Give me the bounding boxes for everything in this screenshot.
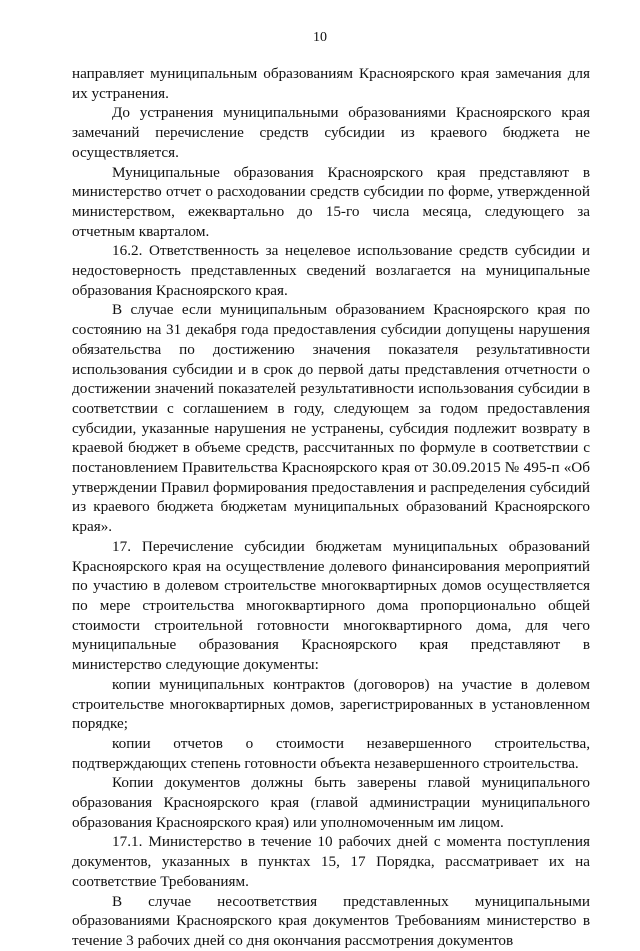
paragraph-truncated: В случае несоответствия представленных муниципальными образованиями Красноярского края документов Требованиям министерство в течение 3 рабочих дней со дня окончания рассмотрения документов [72, 892, 590, 949]
paragraph: Копии документов должны быть заверены главой муниципального образования Красноярского края (главой администрации муниципального образования Красноярского края) или уполномоченным им лицом. [72, 774, 590, 831]
document-body [72, 64, 590, 951]
page-number: 10 [313, 30, 327, 45]
list-item: копии отчетов о стоимости незавершенного строительства, подтверждающих степень готовности объекта незавершенного строительства. [72, 734, 590, 772]
paragraph-17-1: 17.1. Министерство в течение 10 рабочих дней с момента поступления документов, указанных в пунктах 15, 17 Порядка, рассматривает их на соответствие Требованиям. [72, 833, 590, 890]
paragraph-continuation: направляет муниципальным образованиям Красноярского края замечания для их устранения. [72, 65, 590, 102]
paragraph: Муниципальные образования Красноярского края представляют в министерство отчет о расходовании средств субсидии по форме, утвержденной министерством, ежеквартально до 15-го числа месяца, следующего за отчетным кварталом. [72, 163, 590, 240]
paragraph-17: 17. Перечисление субсидии бюджетам муниципальных образований Красноярского края на осуществление долевого финансирования мероприятий по участию в долевом строительстве многоквартирных домов осуществляется по мере строительства многоквартирного дома пропорционально общей стоимости строительной готовности многоквартирного дома, для чего муниципальные образования Красноярского края представляют в министерство следующие документы: [72, 537, 590, 674]
paragraph-16-2: 16.2. Ответственность за нецелевое использование средств субсидии и недостоверность представленных сведений возлагается на муниципальные образования Красноярского края. [72, 242, 590, 299]
list-item: копии муниципальных контрактов (договоров) на участие в долевом строительстве многоквартирных домов, зарегистрированных в установленном порядке; [72, 675, 590, 733]
paragraph: В случае если муниципальным образованием Красноярского края по состоянию на 31 декабря года предоставления субсидии допущены нарушения обязательства по достижению значения показателя результативности использования субсидии и в срок до первой даты представления отчетности о достижении значений показателей результативности использования субсидии в соответствии с соглашением в году, следующем за годом предоставления субсидии, указанные нарушения не устранены, субсидия подлежит возврату в краевой бюджет в объеме средств, рассчитанных по формуле в соответствии с постановлением Правительства Красноярского края от 30.09.2015 № 495-п «Об утверждении Правил формирования предоставления и распределения субсидий из краевого бюджета бюджетам муниципальных образований Красноярского края». [72, 301, 590, 536]
paragraph: До устранения муниципальными образованиями Красноярского края замечаний перечисление средств субсидии из краевого бюджета не осуществляется. [72, 104, 590, 161]
